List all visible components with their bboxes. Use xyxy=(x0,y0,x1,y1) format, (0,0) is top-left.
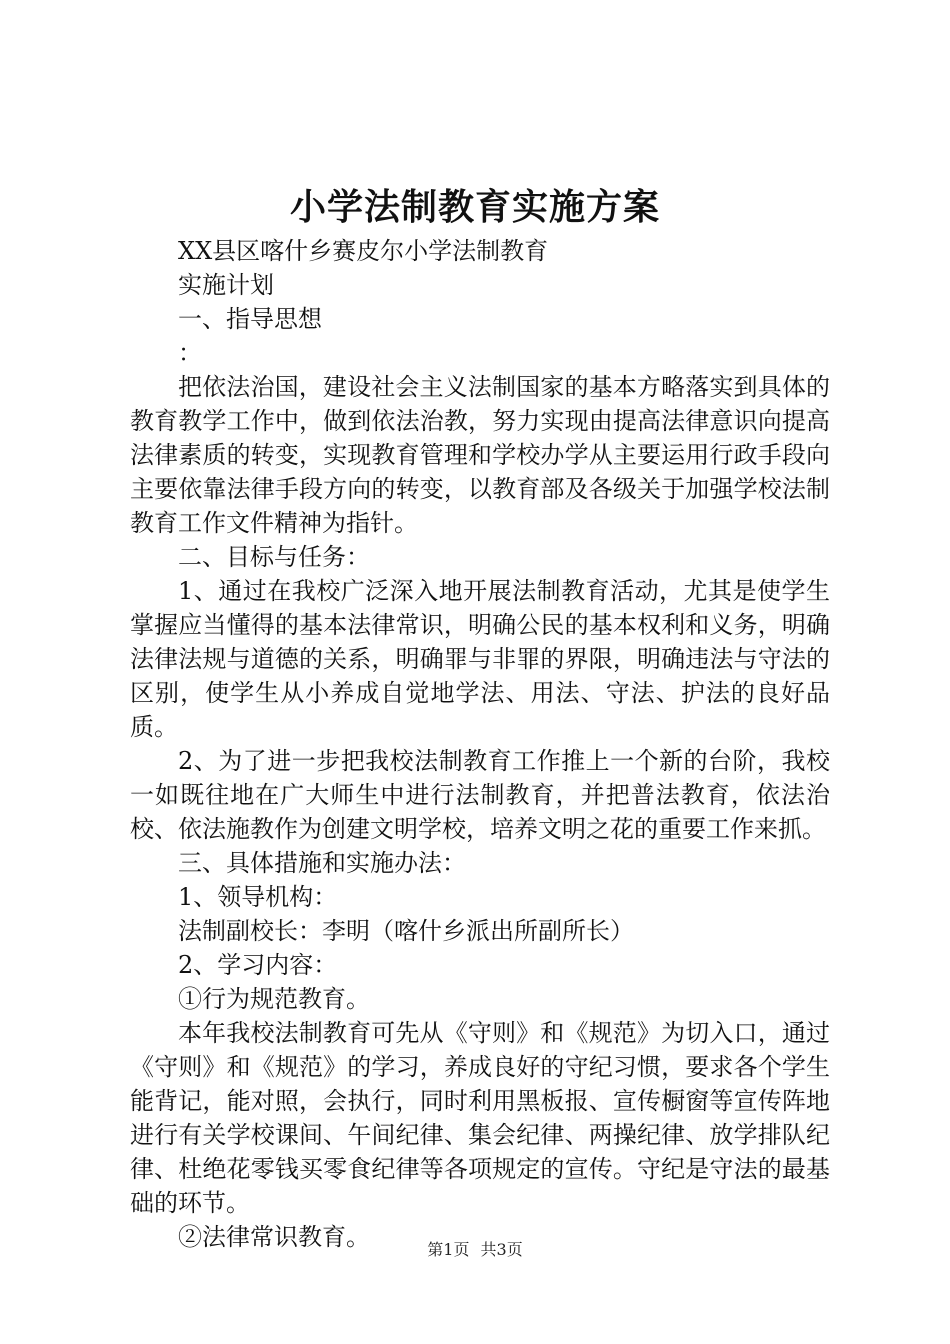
subheading-content: 2、学习内容： xyxy=(178,951,338,979)
plan-subtitle: 实施计划 xyxy=(178,271,274,299)
page-footer xyxy=(0,1238,950,1262)
section-heading-2: 二、目标与任务： xyxy=(178,543,370,571)
document-title: 小学法制教育实施方案 xyxy=(289,186,660,228)
paragraph-goal-2: 2、为了进一步把我校法制教育工作推上一个新的台阶，我校一如既往地在广大师生中进行法制教育，并把普法教育，依法治校、依法施教作为创建文明学校，培养文明之花的重要工作来抓。 xyxy=(130,747,830,843)
paragraph-behavior: 本年我校法制教育可先从《守则》和《规范》为切入口，通过《守则》和《规范》的学习，养成良好的守纪习惯，要求各个学生能背记，能对照，会执行，同时利用黑板报、宣传橱窗等宣传阵地进行有关学校课间、午间纪律、集会纪律、两操纪律、放学排队纪律、杜绝花零钱买零食纪律等各项规定的宣传。守纪是守法的最基础的环节。 xyxy=(130,1019,830,1217)
item-behavior-education: ①行为规范教育。 xyxy=(178,985,370,1013)
item-legal-knowledge: ②法律常识教育。 xyxy=(178,1223,370,1251)
section-heading-1: 一、指导思想 xyxy=(178,305,322,333)
colon-line: ： xyxy=(178,339,202,367)
document-body xyxy=(130,234,830,1254)
leadership-line: 法制副校长：李明（喀什乡派出所副所长） xyxy=(178,917,634,945)
subheading-leadership: 1、领导机构： xyxy=(178,883,338,911)
page-number: 第1页 xyxy=(427,1240,470,1259)
page-total: 共3页 xyxy=(480,1240,523,1259)
paragraph-guiding-idea: 把依法治国，建设社会主义法制国家的基本方略落实到具体的教育教学工作中，做到依法治教，努力实现由提高法律意识向提高法律素质的转变，实现教育管理和学校办学从主要运用行政手段向主要依靠法律手段方向的转变，以教育部及各级关于加强学校法制教育工作文件精神为指针。 xyxy=(130,373,830,537)
paragraph-goal-1: 1、通过在我校广泛深入地开展法制教育活动，尤其是使学生掌握应当懂得的基本法律常识，明确公民的基本权利和义务，明确法律法规与道德的关系，明确罪与非罪的界限，明确违法与守法的区别，使学生从小养成自觉地学法、用法、守法、护法的良好品质。 xyxy=(130,577,830,741)
section-heading-3: 三、具体措施和实施办法： xyxy=(178,849,466,877)
school-name-line: XX县区喀什乡赛皮尔小学法制教育 xyxy=(178,237,549,265)
